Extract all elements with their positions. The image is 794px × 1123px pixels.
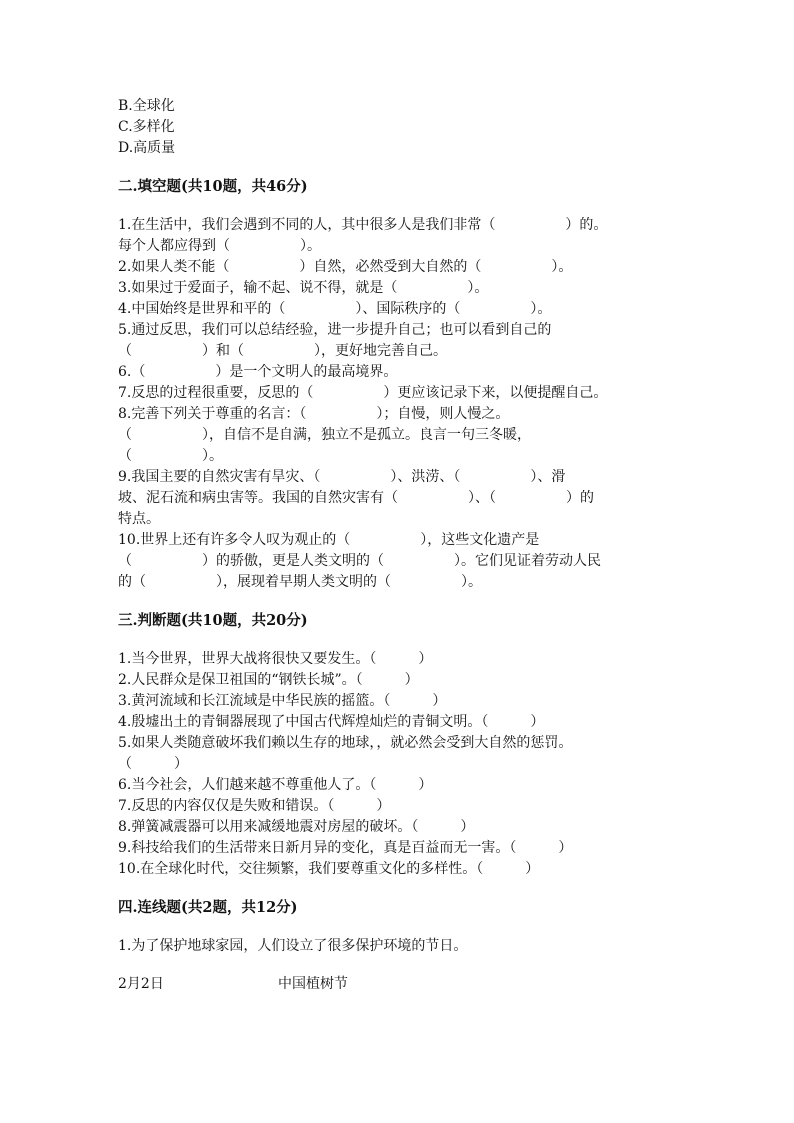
question-line: 9.科技给我们的生活带来日新月异的变化，真是百益而无一害。（ ） [118,840,573,856]
question-line: 4.中国始终是世界和平的（ ）、国际秩序的（ ）。 [118,301,552,317]
question-line: 2.人民群众是保卫祖国的“钢铁长城”。（ ） [118,672,419,688]
question-line: 6.（ ）是一个文明人的最高境界。 [118,364,398,380]
question-line: 8.完善下列关于尊重的名言：（ ）；自慢，则人慢之。 [118,406,510,422]
question-line: （ ）的骄傲，更是人类文明的（ ）。它们见证着劳动人民 [118,553,601,569]
question-line: 3.黄河流域和长江流域是中华民族的摇篮。（ ） [118,693,447,709]
option-b: B.全球化 [118,98,175,114]
option-d: D.高质量 [118,140,176,156]
question-line: （ ），自信不是自满，独立不是孤立。良言一句三冬暖， [118,427,531,443]
question-line: 6.当今社会，人们越来越不尊重他人了。（ ） [118,777,433,793]
question-line: 坡、泥石流和病虫害等。我国的自然灾害有（ ）、（ ）的 [118,490,594,506]
question-line: 7.反思的过程很重要，反思的（ ）更应该记录下来，以便提醒自己。 [118,385,608,401]
question-line: 10.世界上还有许多令人叹为观止的（ ），这些文化遗产是 [118,532,540,548]
matching-left-item: 2月2日 [118,976,164,992]
choice-options [118,96,678,159]
question-line: 1.在生活中，我们会遇到不同的人，其中很多人是我们非常（ ）的。 [118,217,608,233]
question-line: 每个人都应得到（ ）。 [118,238,321,254]
question-line: （ ） [118,756,188,772]
question-line: 5.通过反思，我们可以总结经验，进一步提升自己；也可以看到自己的 [118,322,552,338]
exam-page [118,96,678,995]
question-line: 的（ ），展现着早期人类文明的（ ）。 [118,574,482,590]
section-true-false-title: 三.判断题(共10题，共20分) [118,612,308,629]
question-line: 4.殷墟出土的青铜器展现了中国古代辉煌灿烂的青铜文明。（ ） [118,714,545,730]
question-line: 7.反思的内容仅仅是失败和错误。（ ） [118,798,391,814]
true-false-questions [118,649,678,880]
fill-blank-questions [118,215,678,593]
matching-right-item: 中国植树节 [278,976,348,992]
question-line: （ ）。 [118,448,223,464]
question-line: 9.我国主要的自然灾害有旱灾、（ ）、洪涝、（ ）、滑 [118,469,566,485]
option-c: C.多样化 [118,119,175,135]
matching-question: 1.为了保护地球家园，人们设立了很多保护环境的节日。 [118,938,468,954]
question-line: 特点。 [118,511,160,527]
question-line: （ ）和（ ），更好地完善自己。 [118,343,447,359]
question-line: 5.如果人类随意破坏我们赖以生存的地球，，就必然会受到大自然的惩罚。 [118,735,573,751]
question-line: 10.在全球化时代，交往频繁，我们要尊重文化的多样性。（ ） [118,861,540,877]
question-line: 2.如果人类不能（ ）自然，必然受到大自然的（ ）。 [118,259,573,275]
question-line: 8.弹簧减震器可以用来减缓地震对房屋的破坏。（ ） [118,819,475,835]
matching-row [118,974,678,995]
section-fill-blank-title: 二.填空题(共10题，共46分) [118,178,308,195]
question-line: 1.当今世界，世界大战将很快又要发生。（ ） [118,651,433,667]
question-line: 3.如果过于爱面子，输不起、说不得，就是（ ）。 [118,280,489,296]
section-matching-title: 四.连线题(共2题，共12分) [118,899,298,916]
